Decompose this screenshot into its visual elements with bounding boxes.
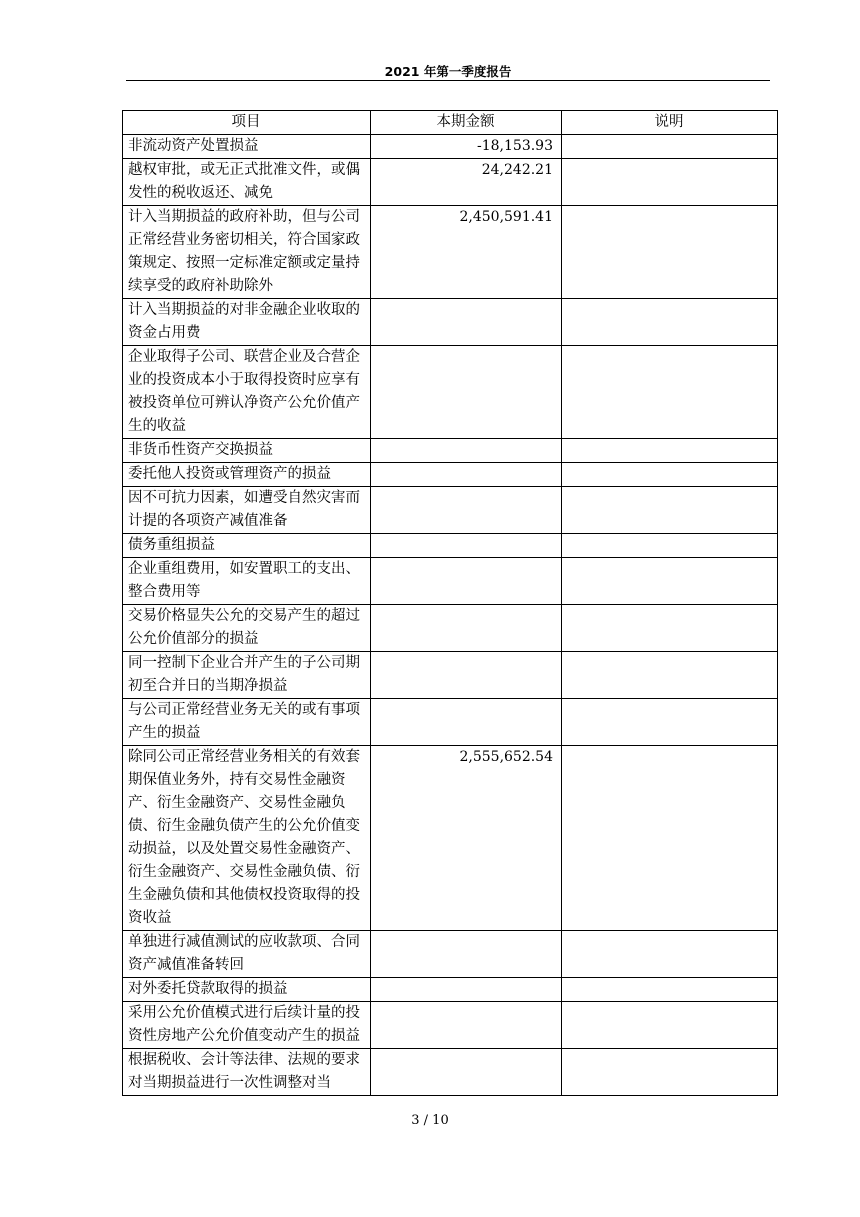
amount-cell xyxy=(371,463,562,487)
amount-cell: 2,450,591.41 xyxy=(371,206,562,299)
note-cell xyxy=(562,159,778,206)
column-header-item: 项目 xyxy=(123,111,371,135)
amount-cell xyxy=(371,652,562,699)
item-cell: 企业重组费用，如安置职工的支出、整合费用等 xyxy=(123,558,371,605)
column-header-note: 说明 xyxy=(562,111,778,135)
item-cell: 采用公允价值模式进行后续计量的投资性房地产公允价值变动产生的损益 xyxy=(123,1002,371,1049)
item-cell: 单独进行减值测试的应收款项、合同资产减值准备转回 xyxy=(123,931,371,978)
page-number: 3 / 10 xyxy=(411,1113,449,1128)
note-cell xyxy=(562,487,778,534)
table-row xyxy=(123,346,778,439)
item-cell: 与公司正常经营业务无关的或有事项产生的损益 xyxy=(123,699,371,746)
item-cell: 根据税收、会计等法律、法规的要求对当期损益进行一次性调整对当 xyxy=(123,1049,371,1096)
item-cell: 计入当期损益的政府补助，但与公司正常经营业务密切相关，符合国家政策规定、按照一定标准定额或定量持续享受的政府补助除外 xyxy=(123,206,371,299)
amount-cell xyxy=(371,1002,562,1049)
note-cell xyxy=(562,463,778,487)
amount-cell xyxy=(371,1049,562,1096)
table-row xyxy=(123,746,778,931)
amount-cell xyxy=(371,978,562,1002)
item-cell: 债务重组损益 xyxy=(123,534,371,558)
item-cell: 企业取得子公司、联营企业及合营企业的投资成本小于取得投资时应享有被投资单位可辨认净资产公允价值产生的收益 xyxy=(123,346,371,439)
amount-cell xyxy=(371,558,562,605)
amount-cell: 2,555,652.54 xyxy=(371,746,562,931)
amount-cell xyxy=(371,605,562,652)
note-cell xyxy=(562,534,778,558)
item-cell: 非流动资产处置损益 xyxy=(123,135,371,159)
note-cell xyxy=(562,605,778,652)
note-cell xyxy=(562,558,778,605)
item-cell: 除同公司正常经营业务相关的有效套期保值业务外，持有交易性金融资产、衍生金融资产、交易性金融负债、衍生金融负债产生的公允价值变动损益，以及处置交易性金融资产、衍生金融资产、交易性金融负债、衍生金融负债和其他债权投资取得的投资收益 xyxy=(123,746,371,931)
table-row xyxy=(123,1002,778,1049)
item-cell: 委托他人投资或管理资产的损益 xyxy=(123,463,371,487)
item-cell: 对外委托贷款取得的损益 xyxy=(123,978,371,1002)
note-cell xyxy=(562,206,778,299)
column-header-amount: 本期金额 xyxy=(371,111,562,135)
table-row xyxy=(123,652,778,699)
item-cell: 计入当期损益的对非金融企业收取的资金占用费 xyxy=(123,299,371,346)
note-cell xyxy=(562,746,778,931)
amount-cell xyxy=(371,534,562,558)
item-cell: 同一控制下企业合并产生的子公司期初至合并日的当期净损益 xyxy=(123,652,371,699)
table-row xyxy=(123,558,778,605)
note-cell xyxy=(562,1049,778,1096)
note-cell xyxy=(562,1002,778,1049)
amount-cell: 24,242.21 xyxy=(371,159,562,206)
item-cell: 越权审批，或无正式批准文件，或偶发性的税收返还、减免 xyxy=(123,159,371,206)
note-cell xyxy=(562,931,778,978)
amount-cell xyxy=(371,931,562,978)
page-header-title: 2021 年第一季度报告 xyxy=(126,62,770,81)
non-recurring-items-table xyxy=(122,110,778,1096)
table-row xyxy=(123,463,778,487)
amount-cell xyxy=(371,699,562,746)
table-row xyxy=(123,299,778,346)
item-cell: 因不可抗力因素，如遭受自然灾害而计提的各项资产减值准备 xyxy=(123,487,371,534)
amount-cell xyxy=(371,439,562,463)
amount-cell xyxy=(371,346,562,439)
table-row xyxy=(123,534,778,558)
note-cell xyxy=(562,346,778,439)
note-cell xyxy=(562,652,778,699)
note-cell xyxy=(562,299,778,346)
amount-cell: -18,153.93 xyxy=(371,135,562,159)
amount-cell xyxy=(371,487,562,534)
table-row xyxy=(123,978,778,1002)
table-row xyxy=(123,159,778,206)
item-cell: 非货币性资产交换损益 xyxy=(123,439,371,463)
amount-cell xyxy=(371,299,562,346)
table-row xyxy=(123,487,778,534)
note-cell xyxy=(562,135,778,159)
table-row xyxy=(123,135,778,159)
table-row xyxy=(123,605,778,652)
item-cell: 交易价格显失公允的交易产生的超过公允价值部分的损益 xyxy=(123,605,371,652)
note-cell xyxy=(562,439,778,463)
table-row xyxy=(123,206,778,299)
note-cell xyxy=(562,699,778,746)
table-row xyxy=(123,699,778,746)
note-cell xyxy=(562,978,778,1002)
table-header-row xyxy=(123,111,778,135)
table-row xyxy=(123,439,778,463)
table-row xyxy=(123,1049,778,1096)
table-row xyxy=(123,931,778,978)
